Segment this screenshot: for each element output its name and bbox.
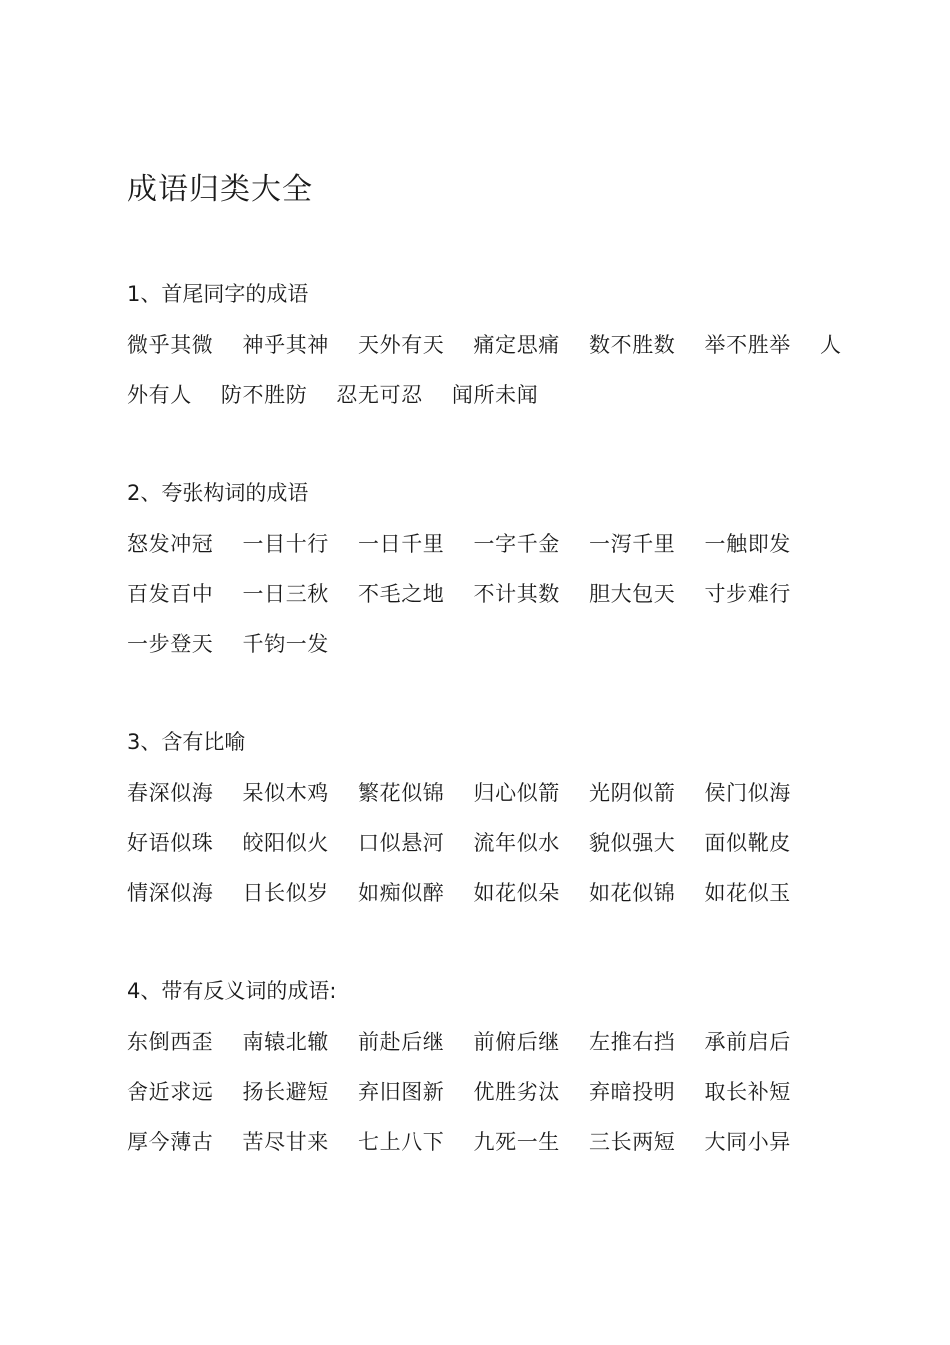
idiom-line: 怒发冲冠 一目十行 一日千里 一字千金 一泻千里 一触即发 (127, 532, 791, 556)
idiom-list (127, 332, 847, 408)
idiom-line: 一步登天 千钧一发 (127, 632, 329, 656)
section-same-head-tail (127, 281, 847, 432)
idiom-line: 厚今薄古 苦尽甘来 七上八下 九死一生 三长两短 大同小异 (127, 1130, 791, 1154)
idiom-list (127, 531, 847, 657)
idiom-list (127, 1029, 847, 1155)
idiom-line: 好语似珠 皎阳似火 口似悬河 流年似水 貌似强大 面似靴皮 (127, 831, 791, 855)
idiom-list (127, 780, 847, 906)
idiom-line: 春深似海 呆似木鸡 繁花似锦 归心似箭 光阴似箭 侯门似海 (127, 781, 791, 805)
section-heading: 4、带有反义词的成语: (127, 979, 337, 1003)
idiom-line: 微乎其微 神乎其神 天外有天 痛定思痛 数不胜数 举不胜举 人 (127, 333, 842, 357)
section-heading: 3、含有比喻 (127, 730, 246, 754)
idiom-line: 百发百中 一日三秋 不毛之地 不计其数 胆大包天 寸步难行 (127, 582, 791, 606)
idiom-line: 舍近求远 扬长避短 弃旧图新 优胜劣汰 弃暗投明 取长补短 (127, 1080, 791, 1104)
idiom-line: 东倒西歪 南辕北辙 前赴后继 前俯后继 左推右挡 承前启后 (127, 1030, 791, 1054)
section-heading: 2、夸张构词的成语 (127, 481, 309, 505)
idiom-line: 外有人 防不胜防 忍无可忍 闻所未闻 (127, 383, 539, 407)
section-antonyms (127, 978, 847, 1179)
page-title: 成语归类大全 (127, 172, 313, 207)
section-exaggeration (127, 480, 847, 681)
section-heading: 1、首尾同字的成语 (127, 282, 309, 306)
section-metaphor (127, 729, 847, 930)
idiom-line: 情深似海 日长似岁 如痴似醉 如花似朵 如花似锦 如花似玉 (127, 881, 791, 905)
